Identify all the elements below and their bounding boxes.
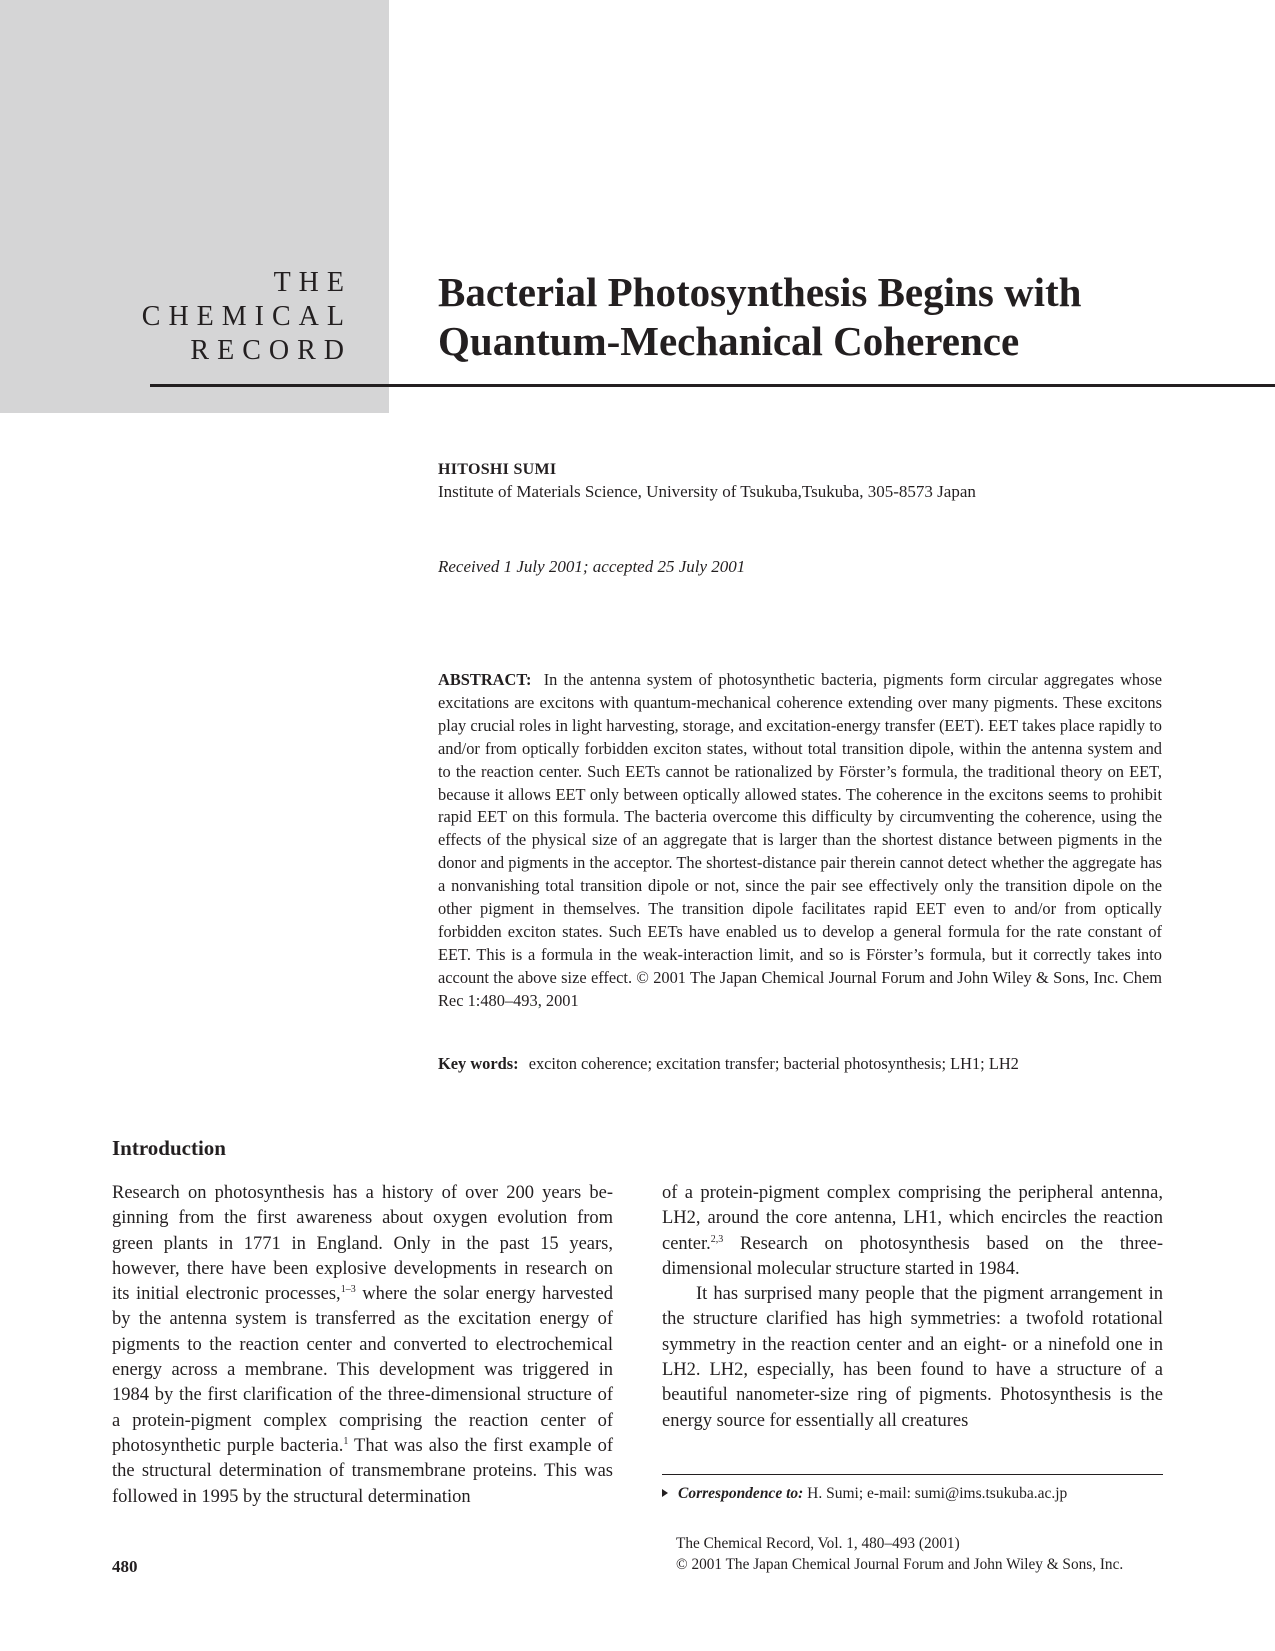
correspondence-text: H. Sumi; e-mail: sumi@ims.tsukuba.ac.jp xyxy=(807,1485,1068,1502)
triangle-bullet-icon xyxy=(662,1489,668,1497)
citation: 2,3 xyxy=(710,1233,724,1245)
received-dates: Received 1 July 2001; accepted 25 July 2001 xyxy=(438,557,746,576)
correspondence-label: Correspondence to: xyxy=(678,1485,804,1502)
keywords-text: exciton coherence; excitation transfer; bacterial photosynthesis; LH1; LH2 xyxy=(528,1054,1019,1073)
keywords xyxy=(438,1054,1162,1074)
title-line: Quantum-Mechanical Coherence xyxy=(438,318,1020,364)
journal-citation: The Chemical Record, Vol. 1, 480–493 (2001) xyxy=(676,1535,960,1552)
footnote-divider xyxy=(662,1474,1163,1475)
journal-masthead xyxy=(100,266,352,368)
page-number: 480 xyxy=(112,1557,138,1576)
paragraph xyxy=(112,1181,613,1510)
masthead-line: RECORD xyxy=(190,335,352,366)
paragraph-text: Research on photosynthesis has a history of over 200 years beginning from the first awareness about oxygen evolution from green plants in 1771 in England. Only in the past 15 years, however, there have been explosive developments in research on its initial electronic processes, xyxy=(112,1183,613,1305)
title-line: Bacterial Photosynthesis Begins with xyxy=(438,269,1082,315)
correspondence-footnote xyxy=(662,1485,1067,1503)
abstract-text: In the antenna system of photosynthetic bacteria, pigments form circular aggregates whose excitations are excitons with quantum-mechanical coherence extending over many pigments. These excitons play crucial roles in light harvesting, storage, and excitation-energy transfer (EET). EET takes place rapidly to and/or from optically forbidden exciton states, without total transition dipole, within the antenna system and to the reaction center. Such EETs cannot be rationalized by Förster’s formula, the traditional theory on EET, because it allows EET only between optically allowed states. The coherence in the excitons seems to prohibit rapid EET on this formula. The bacteria overcome this difficulty by circumventing the coherence, using the effects of the physical size of an aggregate that is larger than the shortest distance between pigments in the donor and pigments in the acceptor. The shortest-distance pair therein cannot detect whether the aggregate has a nonvanishing total transition dipole or not, since the pair see effectively only the transition dipole on the other pigment in themselves. The transition dipole facilitates rapid EET even to and/or from optically forbidden exciton states. Such EETs have enabled us to develop a general formula for the rate constant of EET. This is a formula in the weak-interaction limit, and so is Förster’s formula, but it correctly takes into account the above size effect. © 2001 The Japan Chemical Journal Forum and John Wiley & Sons, Inc. Chem Rec 1:480–493, 2001 xyxy=(438,670,1162,1010)
author-name: HITOSHI SUMI xyxy=(438,461,557,478)
citation: 1–3 xyxy=(340,1284,356,1296)
paragraph-text: That was also the first example of the structural determination of transmembrane proteins. This was followed in 1995 by the structural determination xyxy=(112,1435,613,1507)
paragraph xyxy=(662,1181,1163,1282)
paragraph-text: Research on photosynthesis based on the three-dimensional molecular structure started in 1984. xyxy=(662,1233,1163,1279)
keywords-label: Key words: xyxy=(438,1054,519,1073)
abstract xyxy=(438,669,1162,1013)
paragraph: It has surprised many people that the pigment arrangement in the structure clarified has high symmetries: a twofold rotational symmetry in the reaction center and an eight- or a ninefold one in LH2. LH2, especially, has been found to have a structure of a beautiful nanometer-size ring of pigments. Photosynthesis is the energy source for essentially all creatures xyxy=(662,1284,1163,1431)
title-divider xyxy=(150,384,1275,387)
citation: 1 xyxy=(343,1435,349,1447)
journal-info xyxy=(676,1533,1123,1575)
body-column-right xyxy=(662,1181,1163,1434)
section-heading-introduction: Introduction xyxy=(112,1136,226,1160)
author-affiliation: Institute of Materials Science, University of Tsukuba,Tsukuba, 305-8573 Japan xyxy=(438,482,976,501)
masthead-line: THE xyxy=(273,267,352,298)
paragraph-text: of a protein-pigment complex comprising the peripheral antenna, LH2, around the core antenna, LH1, which encircles the reaction center. xyxy=(662,1183,1163,1254)
paragraph-text: where the solar energy harvested by the antenna system is transferred as the excitation energy of pigments to the reaction center and converted to electrochemical energy across a membrane. This development was triggered in 1984 by the first clarification of the three-dimensional structure of a protein-pigment complex comprising the reaction center of photosynthetic purple bacteria. xyxy=(112,1284,613,1456)
masthead-line: CHEMICAL xyxy=(141,301,352,332)
article-title xyxy=(438,268,1238,366)
copyright: © 2001 The Japan Chemical Journal Forum and John Wiley & Sons, Inc. xyxy=(676,1556,1124,1573)
body-column-left xyxy=(112,1181,613,1510)
abstract-label: ABSTRACT: xyxy=(438,670,532,689)
